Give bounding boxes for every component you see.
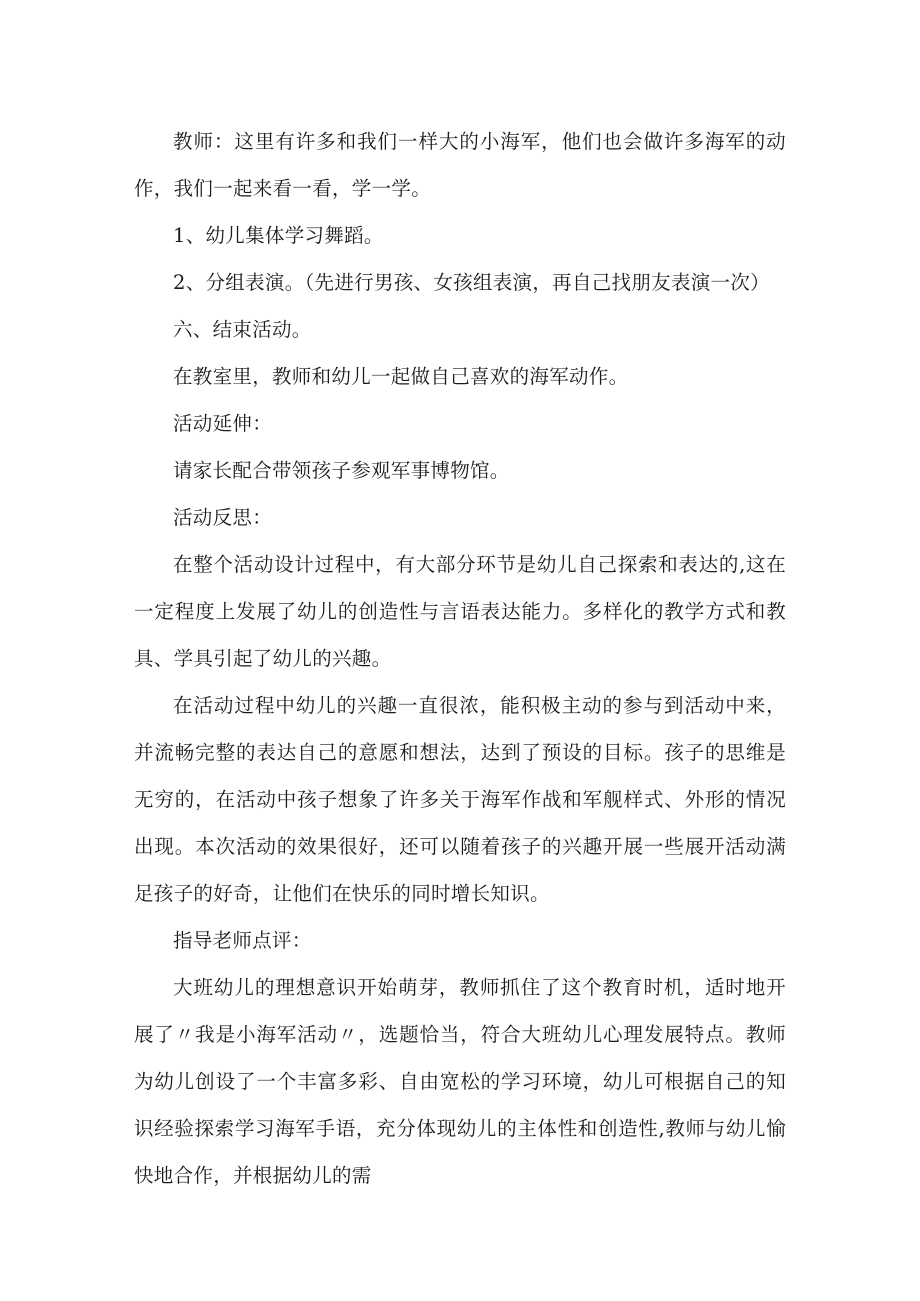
paragraph-teacher-intro: 教师：这里有许多和我们一样大的小海军，他们也会做许多海军的动作，我们一起来看一看，学一学。 xyxy=(134,130,786,200)
section-heading-reflection: 活动反思： xyxy=(173,506,273,529)
section-heading-extension: 活动延伸： xyxy=(173,412,273,435)
section-heading-comment: 指导老师点评： xyxy=(173,929,312,952)
paragraph-reflection-2: 在活动过程中幼儿的兴趣一直很浓，能积极主动的参与到活动中来，并流畅完整的表达自己的意愿和想法，达到了预设的目标。孩子的思维是无穷的，在活动中孩子想象了许多关于海军作战和军舰样式、外形的情况出现。本次活动的效果很好，还可以随着孩子的兴趣开展一些展开活动满足孩子的好奇，让他们在快乐的同时增长知识。 xyxy=(134,694,786,905)
paragraph-comment: 大班幼儿的理想意识开始萌芽，教师抓住了这个教育时机，适时地开展了〃我是小海军活动〃，选题恰当，符合大班幼儿心理发展特点。教师为幼儿创设了一个丰富多彩、自由宽松的学习环境，幼儿可根据自己的知识经验探索学习海军手语，充分体现幼儿的主体性和创造性,教师与幼儿愉快地合作，并根据幼儿的需 xyxy=(134,976,786,1187)
paragraph-step-2: 2、分组表演。（先进行男孩、女孩组表演，再自己找朋友表演一次） xyxy=(173,271,770,294)
section-heading-end-activity: 六、结束活动。 xyxy=(173,318,312,341)
paragraph-reflection-1: 在整个活动设计过程中，有大部分环节是幼儿自己探索和表达的,这在一定程度上发展了幼儿的创造性与言语表达能力。多样化的教学方式和教具、学具引起了幼儿的兴趣。 xyxy=(134,553,786,670)
paragraph-step-1: 1、幼儿集体学习舞蹈。 xyxy=(173,224,384,247)
paragraph-classroom: 在教室里，教师和幼儿一起做自己喜欢的海军动作。 xyxy=(173,365,629,388)
paragraph-extension: 请家长配合带领孩子参观军事博物馆。 xyxy=(173,459,510,482)
document-body xyxy=(134,118,786,1199)
